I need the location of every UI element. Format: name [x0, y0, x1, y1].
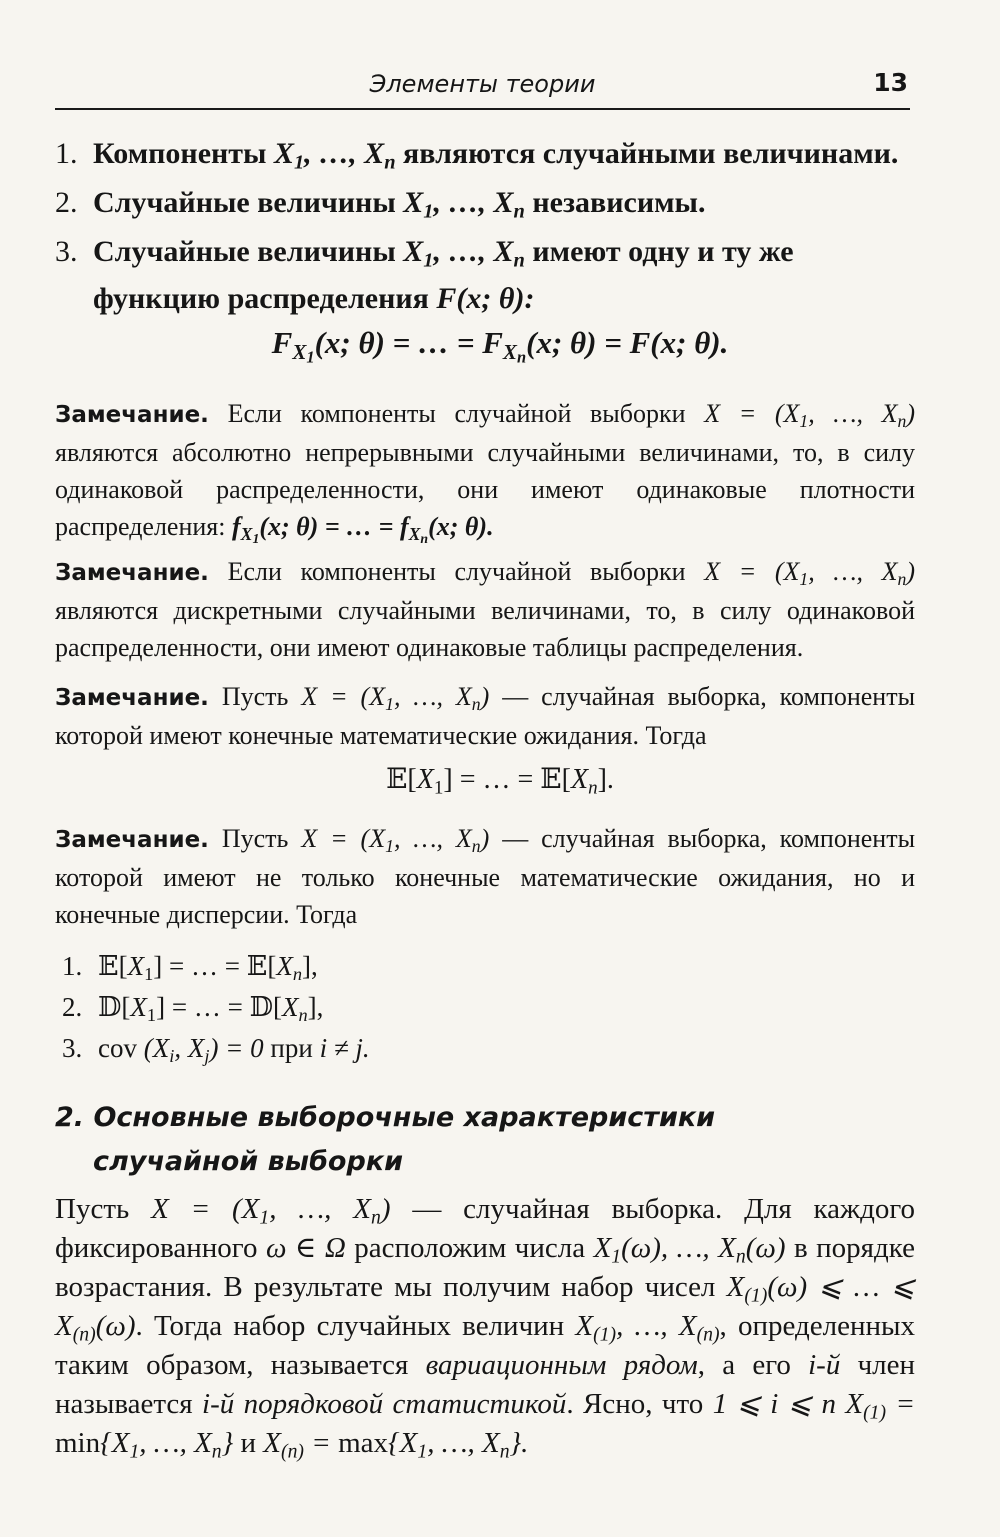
list-item-text: Случайные величины: [93, 186, 396, 219]
paragraph-text: расположим числа: [354, 1232, 586, 1264]
list-item: [62, 946, 662, 987]
math-expression: $X = (X_1$, …, $X_n$): [704, 557, 916, 589]
math-expression: $f_{X1}(x$; θ) = … = $f_{Xn}(x$; θ).: [232, 512, 494, 546]
list-item-text: являются случайными величинами.: [403, 137, 899, 170]
remark-text: Пусть: [221, 682, 289, 711]
math-expression: $X = (X_1$, …, $X_n$): [704, 399, 916, 431]
list-item-text: Компоненты: [93, 137, 267, 170]
math-expression: i: [808, 1349, 817, 1381]
paragraph-text: Пусть: [55, 1193, 130, 1225]
remark-text: — случайная выборка, компоненты которой имеют не только конечные математические ожидания, но и конечные дисперсии. Тогда: [55, 824, 916, 929]
paragraph-text: . Ясно, что: [566, 1388, 704, 1420]
ordinal-suffix: -й: [210, 1388, 235, 1420]
distribution-formula: $F_{X1}(x$; θ) = … = $F_{Xn}(x$; θ) = F(x; θ).: [271, 325, 729, 367]
list-item-number: 3.: [55, 235, 78, 268]
list-item: [55, 130, 915, 177]
math-expression: i ≠ j.: [319, 1033, 370, 1063]
list-item: [55, 179, 915, 226]
math-expression: ω ∈ Ω: [265, 1232, 346, 1264]
list-item-number: 3.: [62, 1033, 83, 1063]
math-expression: $X_1(\omega)$, …, $X_n(\omega)$: [593, 1232, 786, 1268]
math-expression: ($X_i$, $X_j) = 0$: [143, 1033, 264, 1067]
math-expression: $X_{(1)}$, …, $X_{(n)}$: [575, 1310, 720, 1346]
expectation-formula: $𝔼[X_1]$ = … = $𝔼[X_n]$.: [386, 762, 614, 799]
math-expression: {$X_1$, …, $X_n$}.: [388, 1427, 529, 1463]
remark-label: Замечание.: [55, 560, 209, 586]
list-item-number: 1.: [55, 137, 78, 170]
remark-text: являются дискретными случайными величинами, то, в силу одинаковой распределенности, они имеют одинаковые таблицы распределения.: [55, 596, 915, 662]
math-expression: $X = (X_1$, …, $X_n$): [301, 824, 490, 856]
list-item-text: при: [270, 1033, 313, 1063]
remark: [55, 820, 915, 933]
remark-text: Если компоненты случайной выборки: [227, 557, 686, 586]
paragraph-text: . Тогда набор случайных величин: [135, 1310, 565, 1342]
remark-label: Замечание.: [55, 827, 209, 853]
min-label: min: [55, 1427, 101, 1459]
section-title-line: 2. Основные выборочные характеристики: [55, 1102, 716, 1133]
ordinal-suffix: -й: [816, 1349, 841, 1381]
remark-label: Замечание.: [55, 685, 209, 711]
paragraph-text: , а его: [697, 1349, 791, 1381]
sample-properties-list: [55, 130, 915, 324]
math-expression: $X_1$, …, $X_n$: [403, 235, 525, 272]
remark: [55, 553, 915, 666]
paragraph-text: , определенных таким образом, называется: [55, 1310, 916, 1381]
list-item-text: независимы.: [532, 186, 706, 219]
math-expression: F(x; θ):: [436, 282, 535, 315]
math-expression: $X = (X_1$, …, $X_n$): [151, 1193, 391, 1229]
body-paragraph: [55, 1190, 915, 1463]
paragraph-text: в порядке возрастания. В результате мы получим набор чисел: [55, 1232, 916, 1303]
remark-text: являются абсолютно непрерывными случайными величинами, то, в силу одинаковой распределенности, они имеют одинаковые плотности распределения:: [55, 438, 915, 541]
defined-term: порядковой статистикой: [243, 1388, 567, 1420]
math-expression: $𝔼[X_1]$ = … = $𝔼[X_n]$,: [98, 951, 318, 985]
list-item-text: имеют одну и ту же функцию распределения: [93, 235, 794, 315]
moments-list: [62, 946, 662, 1069]
math-expression: $X_1$, …, $X_n$: [403, 186, 525, 223]
page-number: 13: [873, 68, 908, 97]
list-item: [62, 1028, 662, 1069]
remark-text: Пусть: [221, 824, 289, 853]
section-title-line: случайной выборки: [93, 1146, 404, 1177]
remark: [55, 395, 915, 545]
math-expression: 1 ⩽ i ⩽ n: [712, 1388, 836, 1420]
paragraph-text: член называется: [55, 1349, 916, 1420]
running-title: Элементы теории: [369, 70, 596, 98]
math-expression: {$X_1$, …, $X_n$}: [100, 1427, 234, 1463]
remark-text: — случайная выборка, компоненты которой имеют конечные математические ожидания. Тогда: [55, 682, 916, 750]
math-expression: $X_{(1)}(\omega)$ ⩽ … ⩽ $X_{(n)}(\omega)$: [55, 1271, 916, 1346]
math-expression: $X_1$, …, $X_n$: [273, 137, 396, 174]
math-expression: $X_{(n)}$ =: [263, 1427, 331, 1463]
list-item: [62, 987, 662, 1028]
list-item: [55, 228, 915, 322]
section-title: [55, 1096, 915, 1184]
remark-label: Замечание.: [55, 402, 209, 428]
math-expression: i: [202, 1388, 211, 1420]
defined-term: вариационным рядом: [425, 1349, 698, 1381]
list-item-number: 2.: [55, 186, 78, 219]
remark-text: Если компоненты случайной выборки: [227, 399, 686, 428]
remark: [55, 678, 915, 754]
paragraph-text: и: [240, 1427, 257, 1459]
math-expression: $X_{(1)}$ =: [845, 1388, 916, 1424]
max-label: max: [338, 1427, 389, 1459]
cov-label: cov: [98, 1033, 137, 1063]
paragraph-text: — случайная выборка. Для каждого фиксированного: [55, 1193, 916, 1264]
math-expression: $𝔻[X_1]$ = … = $𝔻[X_n]$,: [98, 992, 324, 1026]
list-item-text: Случайные величины: [93, 235, 396, 268]
list-item-number: 2.: [62, 992, 83, 1022]
math-expression: $X = (X_1$, …, $X_n$): [301, 682, 490, 714]
running-header: [55, 60, 910, 110]
list-item-number: 1.: [62, 951, 83, 981]
